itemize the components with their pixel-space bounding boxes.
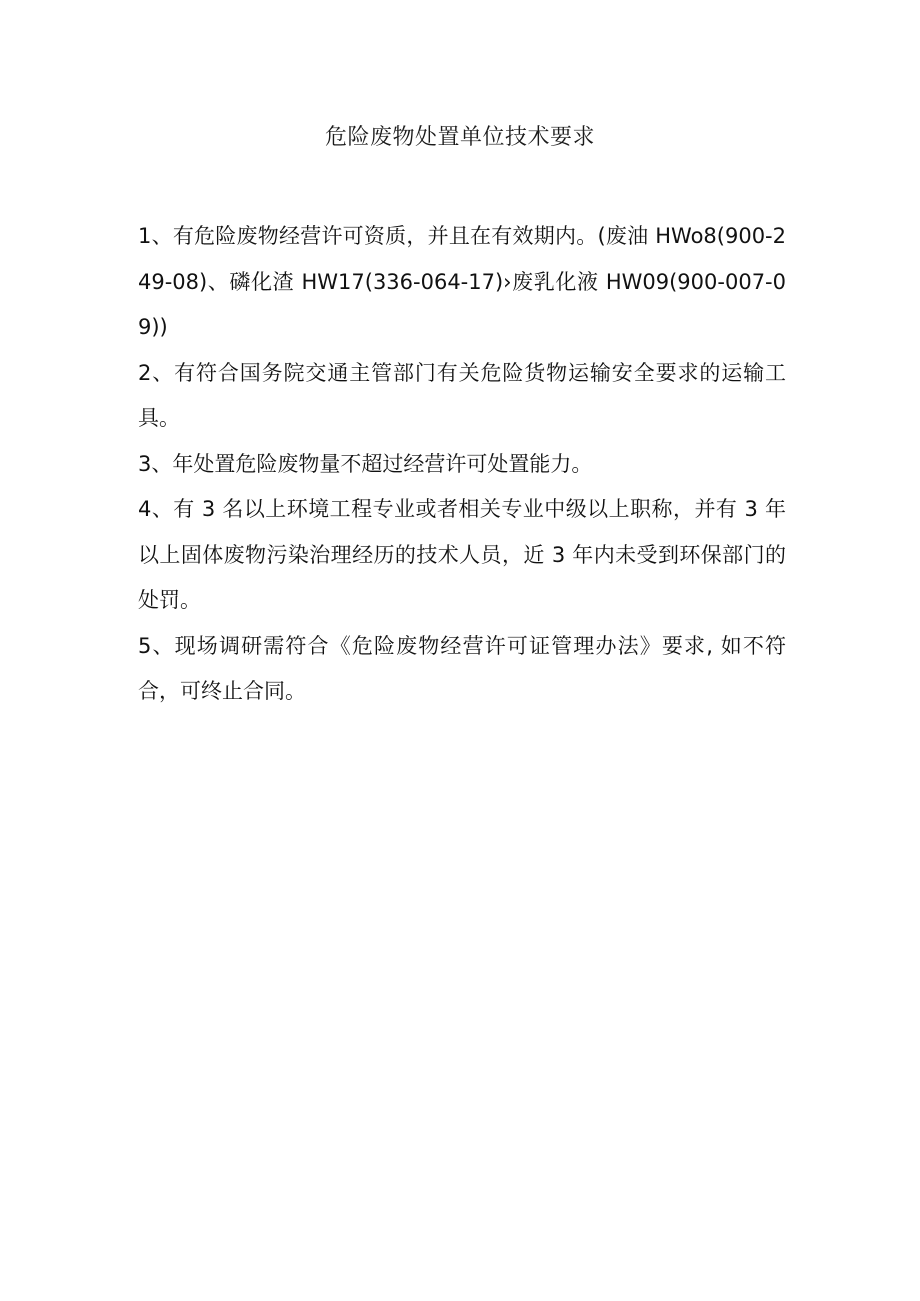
requirement-item-3: 3、年处置危险废物量不超过经营许可处置能力。 [138, 451, 593, 476]
document-title: 危险废物处置单位技术要求 [324, 125, 595, 150]
requirement-item-2: 2、有符合国务院交通主管部门有关危险货物运输安全要求的运输工具。 [138, 360, 786, 430]
requirement-item-4: 4、有 3 名以上环境工程专业或者相关专业中级以上职称，并有 3 年以上固体废物污染治理经历的技术人员，近 3 年内未受到环保部门的处罚。 [138, 497, 786, 612]
requirements-list [138, 214, 786, 715]
requirement-item-1: 1、有危险废物经营许可资质，并且在有效期内。(废油 HWo8(900-249-08)、磷化渣 HW17(336-064-17)›废乳化液 HW09(900-007-09)) [138, 224, 786, 339]
requirement-item-5: 5、现场调研需符合《危险废物经营许可证管理办法》要求, 如不符合，可终止合同。 [138, 633, 786, 703]
